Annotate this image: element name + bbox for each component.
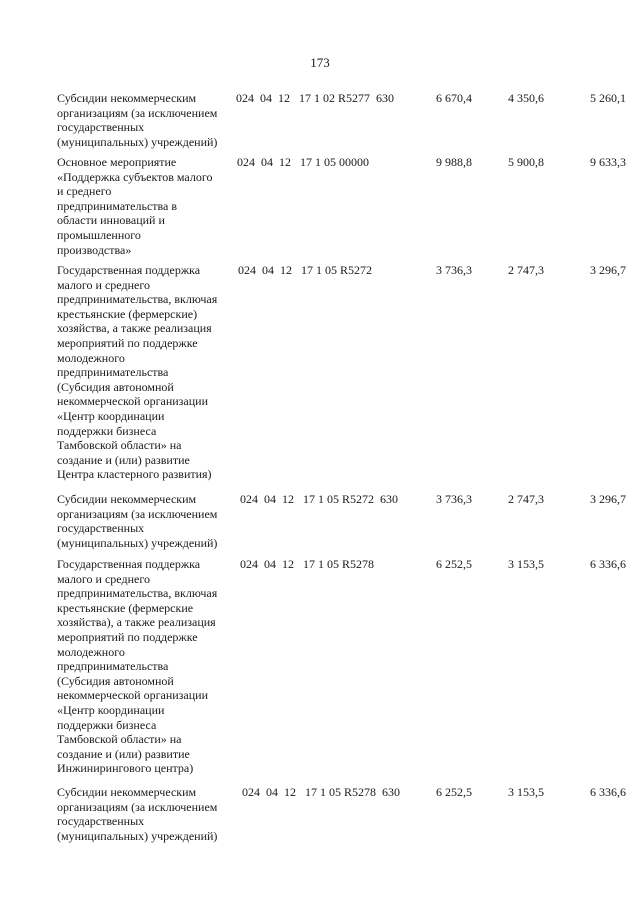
row-value-3: 6 336,6 xyxy=(590,785,626,799)
row-value-1: 3 736,3 xyxy=(436,492,472,506)
row-value-3: 3 296,7 xyxy=(590,492,626,506)
row-description: Государственная поддержка малого и среднего предпринимательства, включая крестьянские (фермерские) хозяйства, а также реализация мероприятий по поддержке молодежного предпринимательства (Субсидия автономной некоммерческой организации «Центр координации поддержки бизнеса Тамбовской области» на создание и (или) развитие Центра кластерного развития) xyxy=(57,263,218,482)
row-code: 024 04 12 17 1 05 00000 xyxy=(237,155,369,169)
row-code: 024 04 12 17 1 05 R5272 xyxy=(238,263,373,277)
row-value-2: 3 153,5 xyxy=(508,557,544,571)
row-description: Государственная поддержка малого и среднего предпринимательства, включая крестьянские (фермерские хозяйства), а также реализация мероприятий по поддержке молодежного предпринимательства (Субсидия автономной некоммерческой организации «Центр координации поддержки бизнеса Тамбовской области» на создание и (или) развитие Инжинирингового центра) xyxy=(57,557,218,776)
row-code: 024 04 12 17 1 05 R5278 630 xyxy=(242,785,401,799)
row-value-3: 3 296,7 xyxy=(590,263,626,277)
row-code: 024 04 12 17 1 02 R5277 630 xyxy=(236,91,395,105)
row-code: 024 04 12 17 1 05 R5272 630 xyxy=(240,492,399,506)
row-value-1: 9 988,8 xyxy=(436,155,472,169)
row-value-1: 6 670,4 xyxy=(436,91,472,105)
row-value-2: 4 350,6 xyxy=(508,91,544,105)
page-number: 173 xyxy=(310,55,330,70)
row-value-3: 9 633,3 xyxy=(590,155,626,169)
row-value-1: 6 252,5 xyxy=(436,785,472,799)
row-description: Основное мероприятие «Поддержка субъектов малого и среднего предпринимательства в области инноваций и промышленного производства» xyxy=(57,155,213,257)
row-description: Субсидии некоммерческим организациям (за исключением государственных (муниципальных) учреждений) xyxy=(57,91,218,149)
row-value-2: 5 900,8 xyxy=(508,155,544,169)
row-description: Субсидии некоммерческим организациям (за исключением государственных (муниципальных) учреждений) xyxy=(57,785,218,843)
row-value-3: 6 336,6 xyxy=(590,557,626,571)
row-value-2: 2 747,3 xyxy=(508,492,544,506)
row-value-1: 3 736,3 xyxy=(436,263,472,277)
row-description: Субсидии некоммерческим организациям (за исключением государственных (муниципальных) учреждений) xyxy=(57,492,218,550)
row-value-2: 2 747,3 xyxy=(508,263,544,277)
row-value-2: 3 153,5 xyxy=(508,785,544,799)
row-value-1: 6 252,5 xyxy=(436,557,472,571)
row-value-3: 5 260,1 xyxy=(590,91,626,105)
row-code: 024 04 12 17 1 05 R5278 xyxy=(240,557,375,571)
